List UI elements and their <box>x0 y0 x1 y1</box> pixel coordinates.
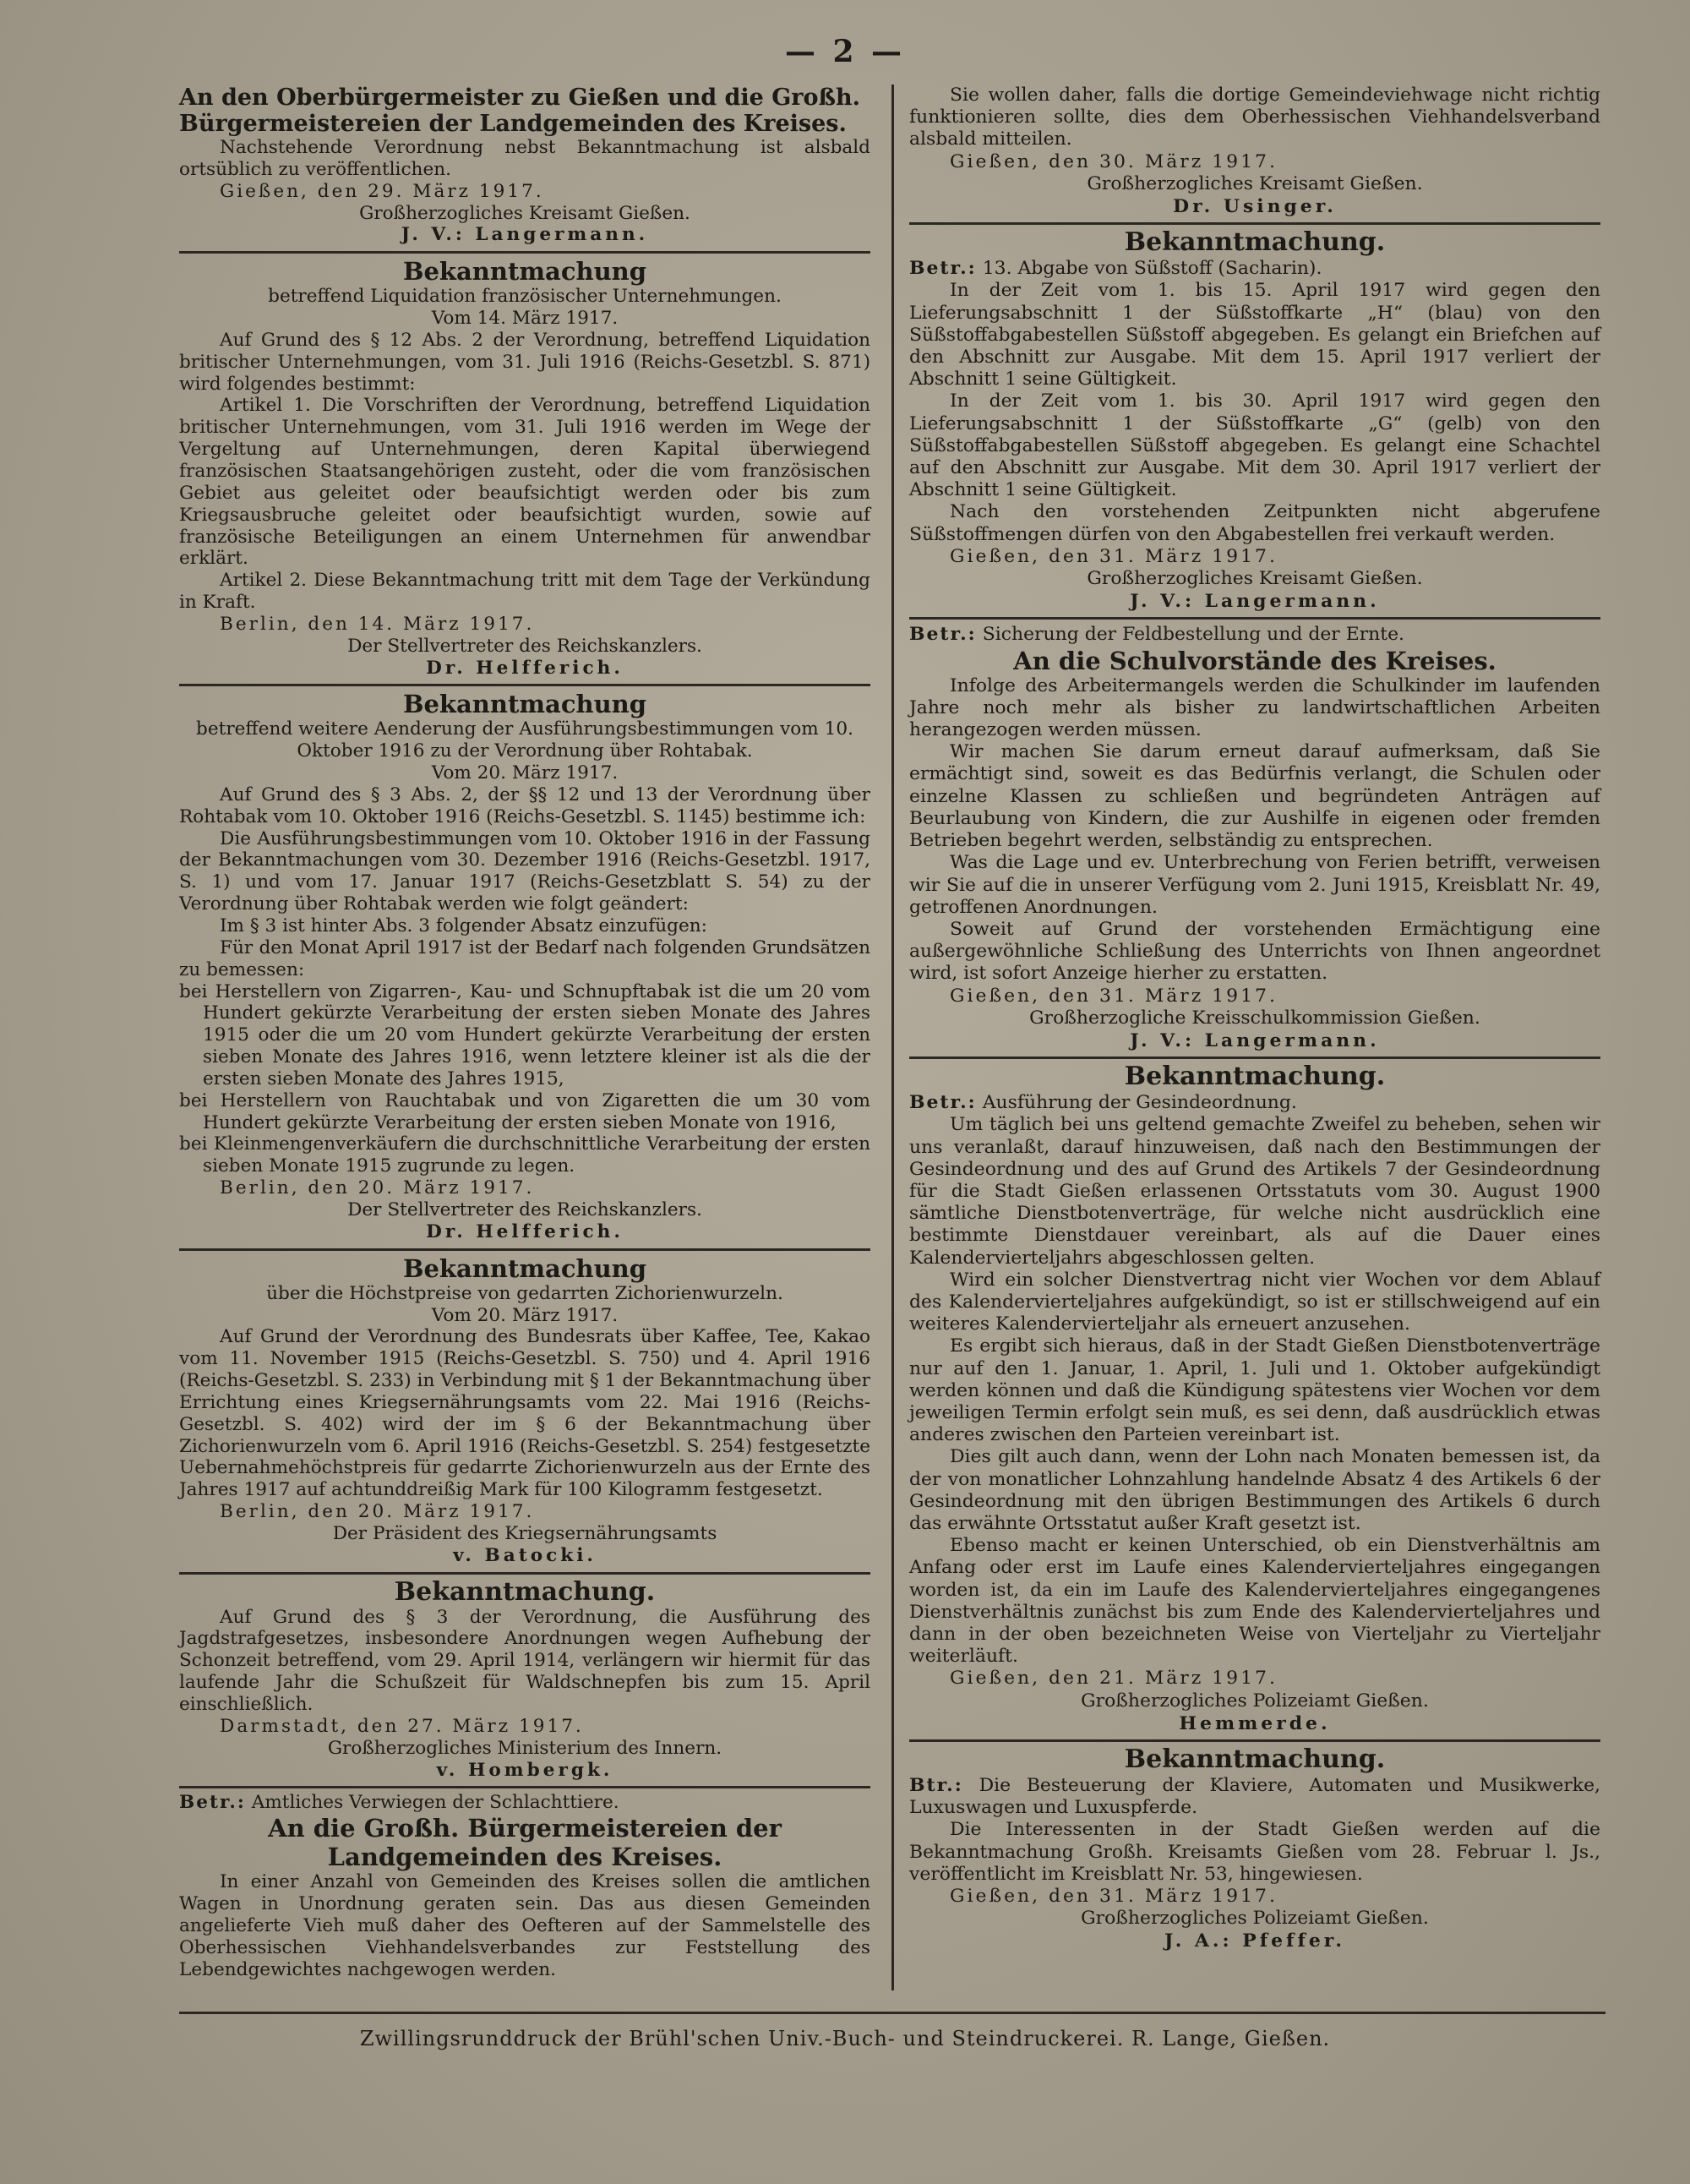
notice-text: In der Zeit vom 1. bis 15. April 1917 wird gegen den Lieferungsabschnitt 1 der Süßstoffkarte „H“ (blau) von den Süßstoffabgabestellen Süßstoff abgegeben. Es gelangt ein Briefchen auf den Abschnitt zur Ausgabe. Mit dem 15. April 1917 verliert der Abschnitt 1 seine Gültigkeit. <box>909 280 1600 390</box>
signatory: J. V.: Langermann. <box>1130 1029 1380 1051</box>
subject-text: Ausführung der Gesindeordnung. <box>982 1092 1297 1114</box>
list-item: bei Herstellern von Zigarren-, Kau- und Schnupftabak ist die um 20 vom Hundert gekürzte Verarbeitung der ersten sieben Monate des Jahres 1915 oder die um 20 vom Hundert gekürzte Verarbeitung der ersten sieben Monate des Jahres 1916, wenn letztere kleiner ist als die der ersten sieben Monate des Jahres 1915, <box>179 980 870 1089</box>
page-number: — 2 — <box>784 34 906 69</box>
notice-subtitle: betreffend Liquidation französischer Unternehmungen. <box>268 286 782 308</box>
notice-french-enterprises <box>179 257 870 679</box>
notice-sweetener <box>909 228 1600 612</box>
subject-line <box>909 1091 1600 1114</box>
notice-text: Auf Grund des § 3 Abs. 2, der §§ 12 und 13 der Verordnung über Rohtabak vom 10. Oktober 1916 (Reichs-Gesetzbl. S. 1145) bestimme ich: <box>179 784 870 827</box>
notice-text: Auf Grund der Verordnung des Bundesrats über Kaffee, Tee, Kakao vom 11. November 1915 (Reichs-Gesetzbl. S. 750) und 4. April 1916 (Reichs-Gesetzbl. S. 233) in Verbindung mit § 1 der Bekanntmachung über Errichtung eines Kriegsernährungsamts vom 22. Mai 1916 (Reichs-Gesetzbl. S. 402) wird der im § 6 der Bekanntmachung über Zichorienwurzeln vom 6. April 1916 (Reichs-Gesetzbl. S. 254) festgesetzte Uebernahmehöchstpreis für gedarrte Zichorienwurzeln aus der Ernte des Jahres 1917 auf achtunddreißig Mark für 100 Kilogramm festgesetzt. <box>179 1326 870 1501</box>
signatory: Hemmerde. <box>1179 1712 1331 1734</box>
notice-text: Die Ausführungsbestimmungen vom 10. Oktober 1916 in der Fassung der Bekanntmachungen vom 30. Dezember 1916 (Reichs-Gesetzbl. 1917, S. 1) und vom 17. Januar 1917 (Reichs-Gesetzblatt S. 54) zu der Verordnung über Rohtabak werden wie folgt geändert: <box>179 827 870 915</box>
notice-text: Auf Grund des § 3 der Verordnung, die Ausführung des Jagdstrafgesetzes, insbesondere Anordnungen wegen Aufhebung der Schonzeit betreffend, vom 29. April 1914, verlängern wir hiermit für das laufende Jahr die Schußzeit für Waldschnepfen bis zum 15. April einschließlich. <box>179 1606 870 1715</box>
notice-subtitle: über die Höchstpreise von gedarrten Zichorienwurzeln. <box>266 1282 783 1304</box>
notice-mayors <box>179 85 870 246</box>
notice-text: Sie wollen daher, falls die dortige Gemeindeviehwage nicht richtig funktionieren sollte, dies dem Oberhessischen Viehhandelsverband alsbald mitteilen. <box>909 85 1600 150</box>
place-date: Gießen, den 31. März 1917. <box>950 985 1278 1007</box>
section-rule <box>179 1786 870 1788</box>
notice-luxury-tax <box>909 1745 1600 1952</box>
notice-subtitle: betreffend weitere Aenderung der Ausführungsbestimmungen vom 10. Oktober 1916 zu der Verordnung über Rohtabak. <box>196 718 853 762</box>
place-date: Gießen, den 29. März 1917. <box>220 180 544 202</box>
notice-title: Bekanntmachung. <box>1124 1062 1386 1092</box>
notice-text: Es ergibt sich hieraus, daß in der Stadt Gießen Dienstbotenverträge nur auf den 1. Januar, 1. April, 1. Juli und 1. Oktober aufgekündigt werden können und daß die Kündigung spätestens vier Wochen vor dem jeweiligen Termin erfolgt sein muß, es sei denn, daß ausdrücklich etwas anderes zwischen den Parteien vereinbart ist. <box>909 1335 1600 1446</box>
authority: Großherzogliches Polizeiamt Gießen. <box>1081 1908 1429 1930</box>
notice-text: Um täglich bei uns geltend gemachte Zweifel zu beheben, sehen wir uns veranlaßt, darauf hinzuweisen, daß nach den Bestimmungen der Gesindeordnung und des auf Grund des Artikels 7 der Gesindeordnung für die Stadt Gießen erlassenen Ortsstatuts vom 30. August 1900 sämtliche Dienstbotenverträge, für welche nicht ausdrücklich eine bestimmte Dienstdauer vereinbart, als auf die Dauer eines Kalendervierteljahrs abgeschlossen gelten. <box>909 1114 1600 1269</box>
section-rule <box>179 684 870 686</box>
subject-text: Die Besteuerung der Klaviere, Automaten und Musikwerke, Luxuswagen und Luxuspferde. <box>909 1775 1600 1819</box>
notice-text: Auf Grund des § 12 Abs. 2 der Verordnung, betreffend Liquidation britischer Unternehmungen, vom 31. Juli 1916 (Reichs-Gesetzbl. S. 871) wird folgendes bestimmt: <box>179 329 870 395</box>
notice-text: Artikel 2. Diese Bekanntmachung tritt mit dem Tage der Verkündung in Kraft. <box>179 570 870 614</box>
signatory: Dr. Usinger. <box>1173 195 1337 218</box>
left-column <box>179 85 870 1980</box>
notice-school-boards <box>909 623 1600 1051</box>
section-rule <box>909 1057 1600 1059</box>
subject-label: Betr.: <box>179 1792 246 1814</box>
notice-title: Bekanntmachung <box>402 1253 647 1283</box>
signatory: Dr. Helfferich. <box>426 657 624 679</box>
authority: Großherzogliches Polizeiamt Gießen. <box>1081 1690 1429 1712</box>
bottom-rule <box>179 2012 1606 2014</box>
notice-hunting <box>179 1578 870 1782</box>
notice-text: Nach den vorstehenden Zeitpunkten nicht abgerufene Süßstoffmengen dürfen von den Abgabestellen frei verkauft werden. <box>909 501 1600 545</box>
section-rule <box>179 1572 870 1575</box>
notice-text: Wir machen Sie darum erneut darauf aufmerksam, daß Sie ermächtigt sind, soweit es das Bedürfnis verlangt, die Schulen oder einzelne Klassen zu schließen und begründeten Anträgen auf Beurlaubung von Kindern, die zur Aushilfe in eigenen oder fremden Betrieben begehrt werden, selbständig zu entsprechen. <box>909 741 1600 852</box>
subject-text: Amtliches Verwiegen der Schlachttiere. <box>251 1792 619 1814</box>
signatory: Dr. Helfferich. <box>426 1220 624 1242</box>
notice-text: Ebenso macht er keinen Unterschied, ob ein Dienstverhältnis am Anfang oder erst im Laufe eines Kalendervierteljahres eingegangen worden ist, da ein im Laufe des Kalendervierteljahres eingegangenes Dienstverhältnis zunächst bis zum Ende des Kalendervierteljahres und dann in der oben bezeichneten Weise von Vierteljahr zu Vierteljahr weiterläuft. <box>909 1535 1600 1668</box>
right-column <box>909 85 1600 1952</box>
column-divider <box>891 85 894 1990</box>
place-date: Berlin, den 14. März 1917. <box>220 613 535 635</box>
subject-label: Btr.: <box>909 1774 963 1797</box>
place-date: Gießen, den 30. März 1917. <box>950 150 1278 172</box>
place-date: Darmstadt, den 27. März 1917. <box>220 1715 584 1737</box>
notice-text: Infolge des Arbeitermangels werden die Schulkinder im laufenden Jahre noch mehr als bisher zu landwirtschaftlichen Arbeiten herangezogen werden müssen. <box>909 674 1600 741</box>
authority: Großherzogliches Ministerium des Innern. <box>327 1737 722 1759</box>
list-item: bei Herstellern von Rauchtabak und von Zigaretten die um 30 vom Hundert gekürzte Verarbeitung der ersten sieben Monate von 1916, <box>179 1089 870 1133</box>
notice-title: Bekanntmachung. <box>1124 1744 1386 1775</box>
notice-date: Vom 20. März 1917. <box>431 762 619 784</box>
signatory: J. V.: Langermann. <box>1130 590 1380 613</box>
section-rule <box>909 617 1600 620</box>
notice-title: Bekanntmachung <box>402 257 647 287</box>
authority: Der Stellvertreter des Reichskanzlers. <box>347 635 702 657</box>
notice-title: Bekanntmachung. <box>1124 227 1386 258</box>
printer-imprint: Zwillingsrunddruck der Brühl'schen Univ.-Buch- und Steindruckerei. R. Lange, Gießen. <box>359 2027 1331 2050</box>
notice-text: Was die Lage und ev. Unterbrechung von Ferien betrifft, verweisen wir Sie auf die in unserer Verfügung vom 2. Juni 1915, Kreisblatt Nr. 49, getroffenen Anordnungen. <box>909 852 1600 918</box>
section-rule <box>179 251 870 254</box>
section-rule <box>909 222 1600 225</box>
notice-raw-tobacco <box>179 690 870 1242</box>
subject-label: Betr.: <box>909 257 977 280</box>
subject-text: Sicherung der Feldbestellung und der Ernte. <box>982 624 1404 646</box>
notice-text: Dies gilt auch dann, wenn der Lohn nach Monaten bemessen ist, da der von monatlicher Lohnzahlung handelnde Absatz 4 des Artikels 6 der Gesindeordnung mit den übrigen Bestimmungen des Artikels 6 durch das erwähnte Ortsstatut außer Kraft gesetzt ist. <box>909 1446 1600 1534</box>
subject-label: Betr.: <box>909 1091 977 1114</box>
notice-weighing-continued <box>909 85 1600 217</box>
notice-title: Bekanntmachung <box>402 690 647 719</box>
place-date: Berlin, den 20. März 1917. <box>220 1177 535 1199</box>
subject-line <box>909 623 1600 646</box>
authority: Der Stellvertreter des Reichskanzlers. <box>347 1198 702 1220</box>
notice-text: In der Zeit vom 1. bis 30. April 1917 wird gegen den Lieferungsabschnitt 1 der Süßstoffkarte „G“ (gelb) von den Süßstoffabgabestellen Süßstoff abgegeben. Es gelangt eine Schachtel auf den Abschnitt zur Ausgabe. Mit dem 30. April 1917 verliert der Abschnitt 1 seine Gültigkeit. <box>909 390 1600 501</box>
subject-line <box>909 1774 1600 1819</box>
notice-servants <box>909 1062 1600 1734</box>
authority: Großherzogliches Kreisamt Gießen. <box>1087 172 1423 194</box>
section-rule <box>909 1739 1600 1742</box>
notice-text: Im § 3 ist hinter Abs. 3 folgender Absatz einzufügen: <box>220 915 707 936</box>
notice-text: In einer Anzahl von Gemeinden des Kreises sollen die amtlichen Wagen in Unordnung geraten sein. Das aus diesen Gemeinden angelieferte Vieh muß daher des Oefteren auf der Sammelstelle des Oberhessischen Viehhandelsverbandes zur Feststellung des Lebendgewichtes nachgewogen werden. <box>179 1871 870 1980</box>
section-rule <box>179 1248 870 1251</box>
subject-text: 13. Abgabe von Süßstoff (Sacharin). <box>982 258 1322 280</box>
notice-title: Bekanntmachung. <box>394 1576 656 1607</box>
place-date: Gießen, den 21. März 1917. <box>950 1668 1278 1690</box>
notice-heading: An die Schulvorstände des Kreises. <box>1013 646 1496 675</box>
subject-label: Betr.: <box>909 623 977 646</box>
place-date: Gießen, den 31. März 1917. <box>950 1886 1278 1908</box>
authority: Der Präsident des Kriegsernährungsamts <box>332 1522 717 1544</box>
notice-text: Für den Monat April 1917 ist der Bedarf nach folgenden Grundsätzen zu bemessen: <box>179 936 870 980</box>
notice-chicory <box>179 1254 870 1567</box>
notice-text: Artikel 1. Die Vorschriften der Verordnung, betreffend Liquidation britischer Unternehmungen, vom 31. Juli 1916 werden im Wege der Vergeltung auf Unternehmungen, deren Kapital überwiegend französischen Staatsangehörigen zusteht, oder die vom französischen Gebiet aus geleitet oder beaufsichtigt werden oder bis zum Kriegsausbruche geleitet oder beaufsichtigt wurden, sowie auf französische Beteiligungen an einem Unternehmen für anwendbar erklärt. <box>179 395 870 570</box>
notice-text: Wird ein solcher Dienstvertrag nicht vier Wochen vor dem Ablauf des Kalendervierteljahres aufgekündigt, so ist er stillschweigend auf ein weiteres Kalendervierteljahr als erneuert anzusehen. <box>909 1269 1600 1335</box>
notice-text: Die Interessenten in der Stadt Gießen werden auf die Bekanntmachung Großh. Kreisamts Gießen vom 28. Februar l. Js., veröffentlicht im Kreisblatt Nr. 53, hingewiesen. <box>909 1819 1600 1885</box>
authority: Großherzogliches Kreisamt Gießen. <box>359 202 690 224</box>
notice-date: Vom 20. März 1917. <box>431 1304 619 1326</box>
signatory: v. Batocki. <box>453 1544 597 1566</box>
list-item: bei Kleinmengenverkäufern die durchschnittliche Verarbeitung der ersten sieben Monate 1915 zugrunde zu legen. <box>179 1133 870 1177</box>
notice-date: Vom 14. März 1917. <box>431 308 619 330</box>
signatory: v. Hombergk. <box>436 1759 613 1781</box>
notice-heading: An den Oberbürgermeister zu Gießen und die Großh. Bürgermeistereien der Landgemeinden des Kreises. <box>179 85 861 137</box>
notice-text: Soweit auf Grund der vorstehenden Ermächtigung eine außergewöhnliche Schließung des Unterrichts von Ihnen angeordnet wird, ist sofort Anzeige hierher zu erstatten. <box>909 918 1600 985</box>
authority: Großherzogliche Kreisschulkommission Gießen. <box>1029 1007 1480 1029</box>
notice-heading: An die Großh. Bürgermeistereien der Landgemeinden des Kreises. <box>268 1814 782 1872</box>
place-date: Berlin, den 20. März 1917. <box>220 1501 535 1523</box>
authority: Großherzogliches Kreisamt Gießen. <box>1087 568 1423 590</box>
signatory: J. A.: Pfeffer. <box>1164 1930 1345 1952</box>
signatory: J. V.: Langermann. <box>401 224 649 246</box>
subject-line <box>179 1792 870 1814</box>
subject-line <box>909 257 1600 280</box>
notice-text: Nachstehende Verordnung nebst Bekanntmachung ist alsbald ortsüblich zu veröffentlichen. <box>179 137 870 180</box>
place-date: Gießen, den 31. März 1917. <box>950 545 1278 567</box>
notice-weighing <box>179 1792 870 1980</box>
